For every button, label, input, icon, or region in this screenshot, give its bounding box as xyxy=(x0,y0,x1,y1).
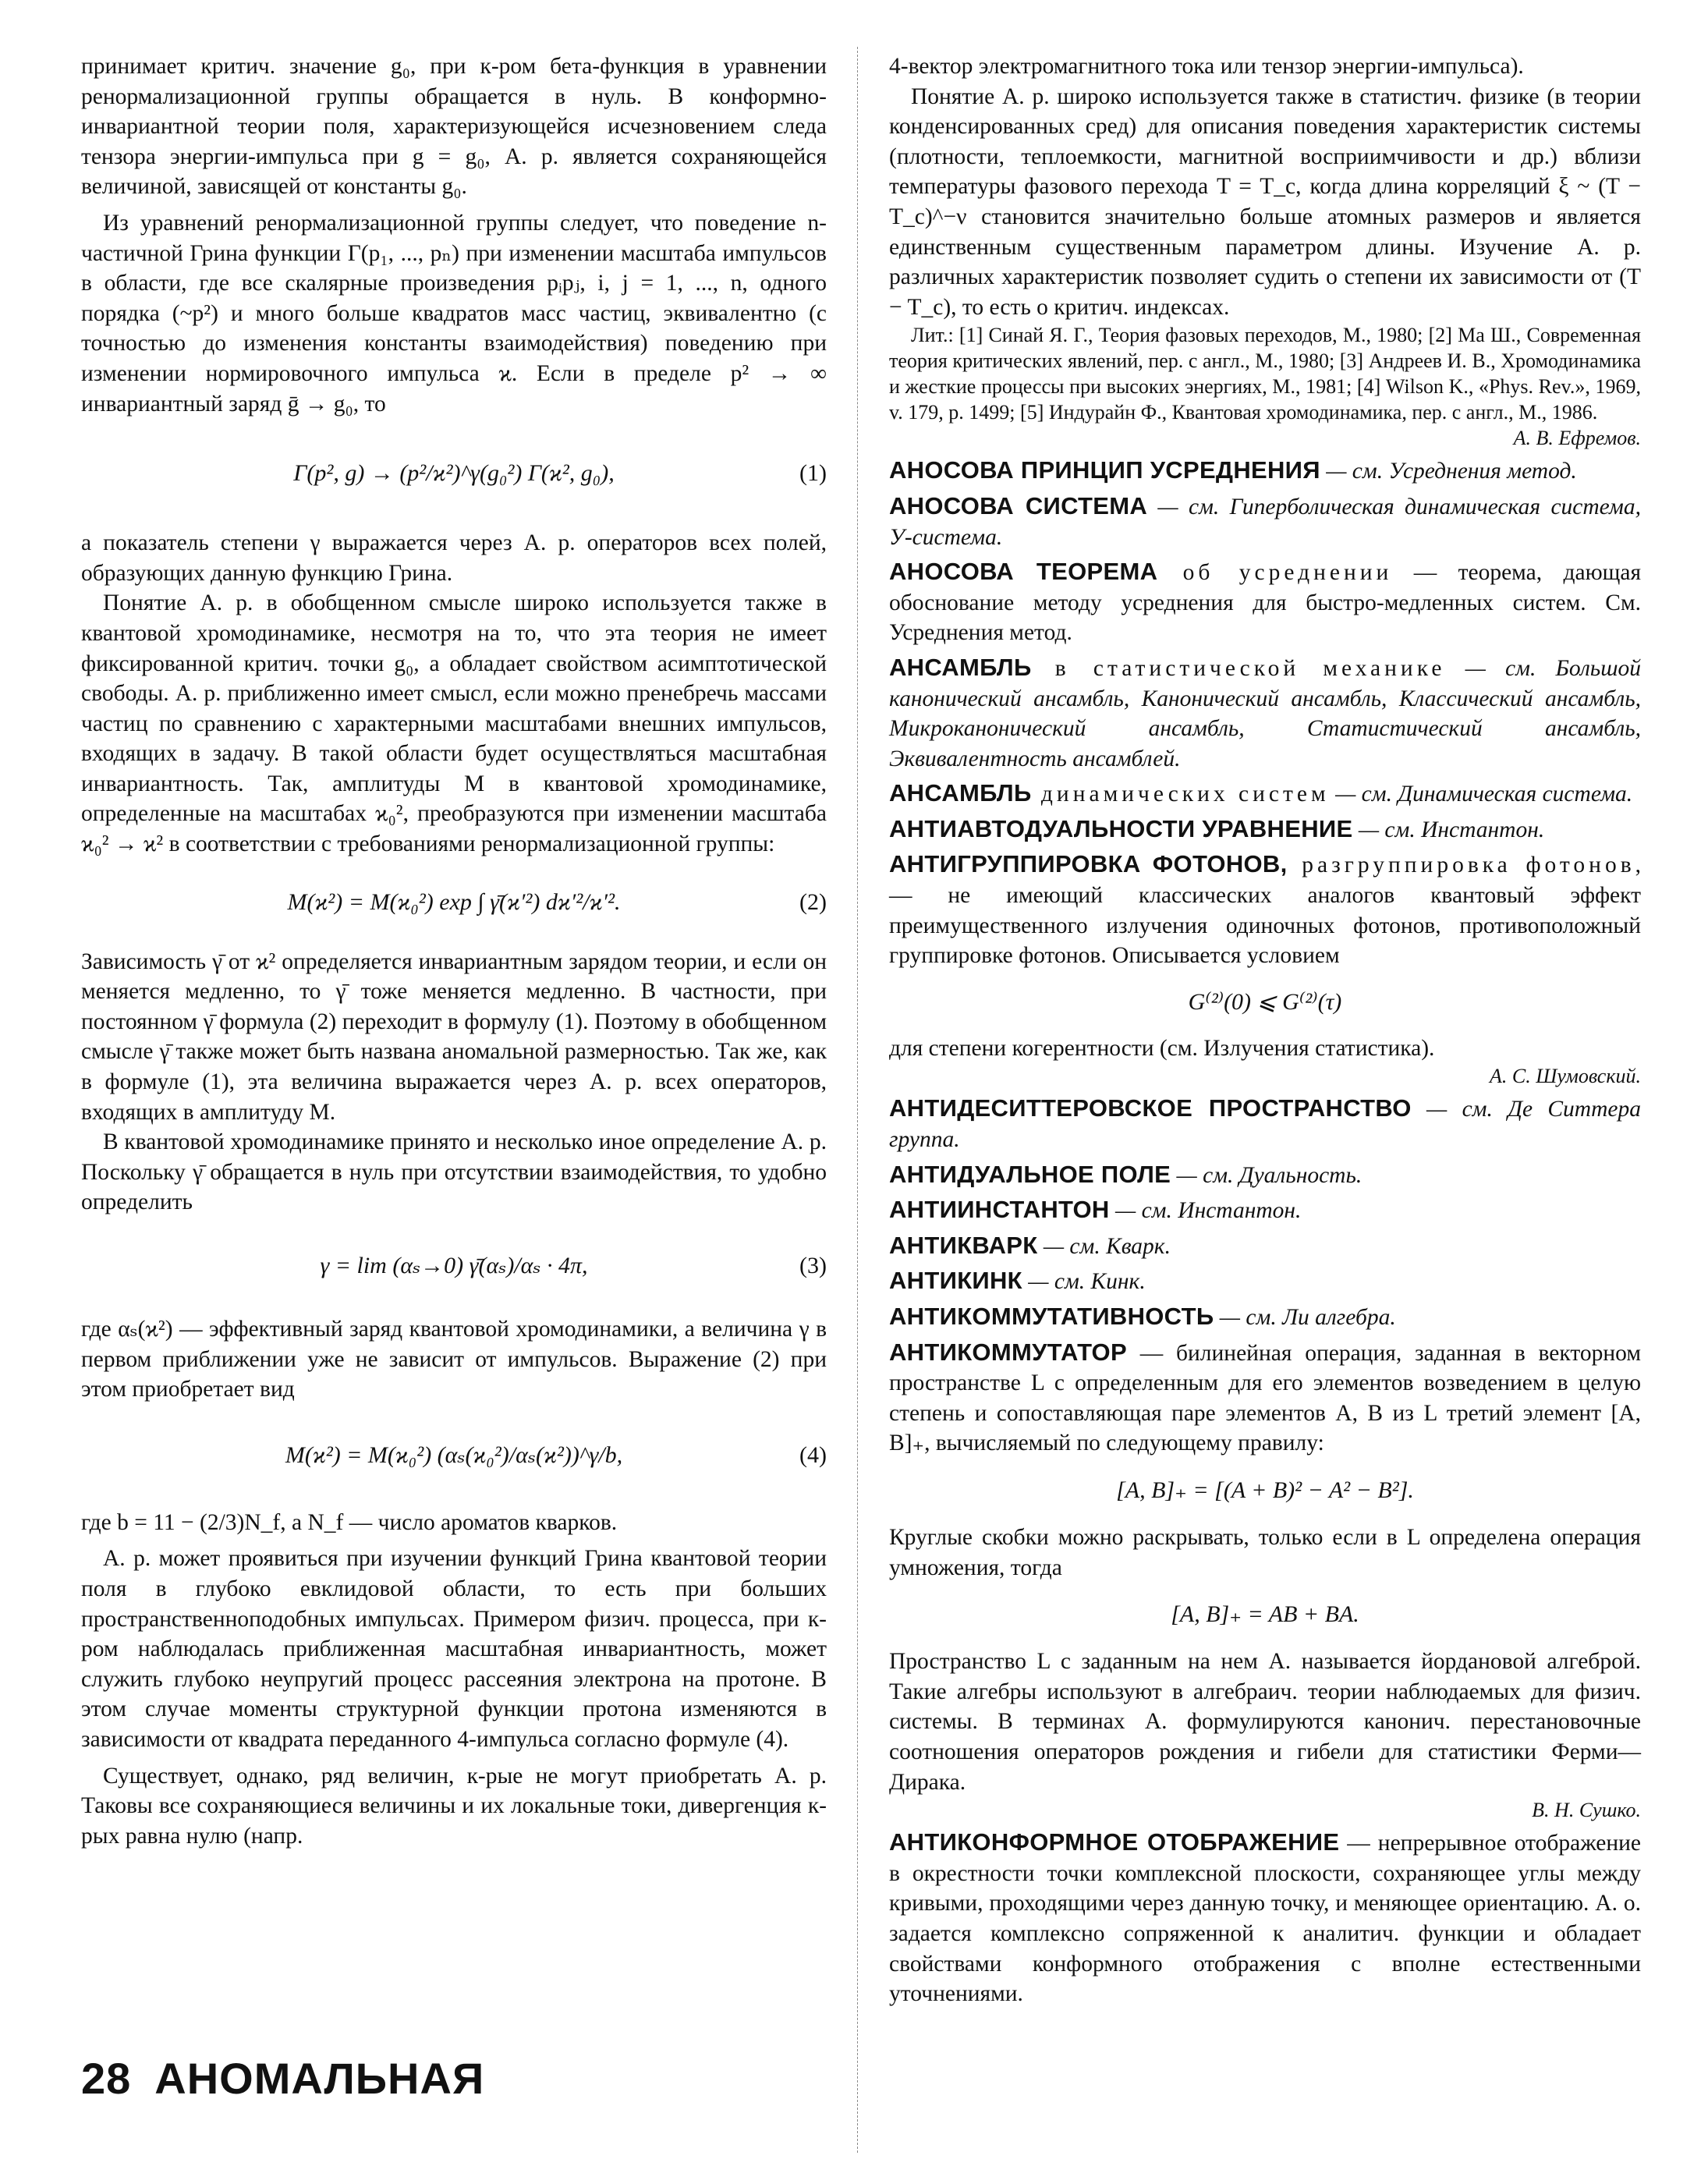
paragraph: Из уравнений ренормализационной группы следует, что поведение n-частичной Грина функции Γ(p₁, ..., pₙ) при изменении масштаба импульсов в области, где все скалярные произведения pᵢpⱼ, i, j = 1, ..., n, одного порядка (~p²) и много больше квадратов масс частиц, эквивалентно (с точностью до изменения константы взаимодействия) поведению при изменении нормировочного импульса ϰ. Если в пределе p² → ∞ инвариантный заряд ḡ → g₀, то xyxy=(81,210,827,417)
entry-text: — см. Большой канонический ансамбль, Канонический ансамбль, Классический ансамбль, Микроканонический ансамбль, Статистический ансамбль, Эквивалентность ансамблей. xyxy=(889,655,1642,771)
entry-text: — см. Дуальность. xyxy=(1171,1162,1363,1188)
entry-antiinstanton xyxy=(889,1195,1641,1226)
equation-text: M(ϰ²) = M(ϰ₀²) exp ∫ γ̄(ϰ′²) dϰ′²/ϰ′². xyxy=(287,889,621,916)
entry-heading: АНТИКОММУТАТИВНОСТЬ xyxy=(889,1303,1214,1330)
entry-heading: АНТИАВТОДУАЛЬНОСТИ УРАВНЕНИЕ xyxy=(889,814,1353,842)
equation-number: (3) xyxy=(799,1252,827,1278)
paragraph: Зависимость γ̄ от ϰ² определяется инвариантным зарядом теории, и если он меняется медленно, то γ̄ тоже меняется медленно. В частности, при постоянном γ̄ формула (2) переходит в формулу (1). Поэтому в обобщенном смысле γ̄ также может быть названа аномальной размерностью. Так же, как в формуле (1), эта величина выражается через А. р. всех операторов, входящих в амплитуду M. xyxy=(81,948,827,1125)
paragraph: В квантовой хромодинамике принято и несколько иное определение А. р. Поскольку γ̄ обращается в нуль при отсутствии взаимодействия, то удобно определить xyxy=(81,1129,827,1215)
references: Лит.: [1] Синай Я. Г., Теория фазовых переходов, М., 1980; [2] Ма Ш., Современная теория критических явлений, пер. с англ., М., 1980; [3] Андреев И. В., Хромодинамика и жесткие процессы при высоких энергиях, М., 1981; [4] Wilson K., «Phys. Rev.», 1969, v. 179, p. 1499; [5] Индурайн Ф., Квантовая хромодинамика, пер. с англ., М., 1986. xyxy=(889,324,1641,424)
author-signature: В. Н. Сушко. xyxy=(1532,1799,1641,1822)
equation-3 xyxy=(81,1225,827,1306)
equation-number: (2) xyxy=(799,889,827,916)
paragraph: Понятие А. р. широко используется также в статистич. физике (в теории конденсированных сред) для описания поведения характеристик системы (плотности, теплоемкости, магнитной восприимчивости и др.) вблизи температуры фазового перехода T = T_c, когда длина корреляций ξ ~ (T − T_c)^−ν становится значительно больше атомных размеров и является единственным существенным параметром длины. Изучение А. р. различных характеристик позволяет судить о степени их зависимости от (T − T_c), то есть о критич. индексах. xyxy=(889,83,1641,320)
entry-text: — непрерывное отображение в окрестности точки комплексной плоскости, сохраняющее углы между кривыми, проходящими через данную точку, и меняющее ориентацию. А. о. задается комплексно сопряженной к аналитич. функции и обладает свойствами конформного отображения с вполне естественными уточнениями. xyxy=(889,1831,1641,2007)
paragraph: А. р. может проявиться при изучении функций Грина квантовой теории поля в глубоко евклидовой области, то есть при больших пространственноподобных импульсах. Примером физич. процесса, при к-ром наблюдалась приближенная масштабная инвариантность, может служить глубоко неупругий процесс рассеяния электрона на протоне. В этом случае моменты структурной функции протона изменяются в зависимости от квадрата переданного 4-импульса согласно формуле (4). xyxy=(81,1546,827,1752)
paragraph: Существует, однако, ряд величин, к-рые не могут приобретать А. р. Таковы все сохраняющиеся величины и их локальные токи, дивергенция к-рых равна нулю (напр. xyxy=(81,1763,827,1849)
entry-heading: АНТИДУАЛЬНОЕ ПОЛЕ xyxy=(889,1160,1171,1188)
entry-text: — см. Гиперболическая динамическая система, У-система. xyxy=(889,494,1641,550)
entry-anticonformal xyxy=(889,1828,1641,2009)
equation-antibunching xyxy=(889,979,1641,1026)
entry-text: — теорема, дающая обоснование методу усреднения для быстро-медленных систем. См. Усреднения метод. xyxy=(889,560,1642,646)
entry-heading: АНТИКОММУТАТОР xyxy=(889,1338,1127,1366)
equation-4 xyxy=(81,1413,827,1500)
entry-antiautoduality xyxy=(889,814,1641,846)
entry-heading: АНОСОВА ТЕОРЕМА xyxy=(889,558,1158,586)
entry-text: — см. Ли алгебра. xyxy=(1214,1305,1396,1330)
equation-number: (1) xyxy=(799,459,827,486)
paragraph: для степени когерентности (см. Излучения статистика). xyxy=(889,1035,1435,1061)
entry-heading: АНОСОВА ПРИНЦИП УСРЕДНЕНИЯ xyxy=(889,456,1320,484)
equation-text: [A, B]₊ = [(A + B)² − A² − B²]. xyxy=(1116,1477,1414,1503)
column-divider xyxy=(857,47,858,2153)
paragraph: принимает критич. значение g₀, при к-ром бета-функция в уравнении ренормализационной группы обращается в нуль. В конформно-инвариантной теории поля, характеризующейся исчезновением следа тензора энергии-импульса при g = g₀, А. р. является сохраняющейся величиной, зависящей от константы g₀. xyxy=(81,54,827,200)
entry-text: — см. Динамическая система. xyxy=(1329,782,1633,807)
entry-heading: АНСАМБЛЬ xyxy=(889,779,1032,807)
entry-heading: АНОСОВА СИСТЕМА xyxy=(889,491,1148,519)
paragraph: где αₛ(ϰ²) — эффективный заряд квантовой хромодинамики, а величина γ в первом приближении уже не зависит от импульсов. Выражение (2) при этом приобретает вид xyxy=(81,1317,827,1402)
entry-antibunching xyxy=(889,849,1641,970)
entry-anosova-system xyxy=(889,491,1641,552)
entry-text: — см. Инстантон. xyxy=(1352,817,1545,842)
entry-anticommutativity xyxy=(889,1302,1641,1333)
entry-heading: АНСАМБЛЬ xyxy=(889,653,1032,681)
author-signature: А. С. Шумовский. xyxy=(1490,1065,1641,1088)
entry-heading: АНТИГРУППИРОВКА ФОТОНОВ, xyxy=(889,850,1288,878)
entry-antikink xyxy=(889,1266,1641,1297)
entry-text: — см. Усреднения метод. xyxy=(1320,459,1577,484)
entry-heading: АНТИКИНК xyxy=(889,1267,1022,1295)
paragraph: Круглые скобки можно раскрывать, только если в L определена операция умножения, тогда xyxy=(889,1524,1641,1580)
paragraph: 4-вектор электромагнитного тока или тензор энергии-импульса). xyxy=(889,54,1524,79)
equation-text: G⁽²⁾(0) ⩽ G⁽²⁾(τ) xyxy=(1188,988,1342,1015)
entry-heading: АНТИДЕСИТТЕРОВСКОЕ ПРОСТРАНСТВО xyxy=(889,1094,1412,1122)
entry-text: — см. Кинк. xyxy=(1022,1269,1146,1295)
entry-anticommutator xyxy=(889,1338,1641,1459)
entry-text: — билинейная операция, заданная в векторном пространстве L с определенным для его элементов возведением в целую степень и сопоставляющая паре элементов A, B из L третий элемент [A, B]₊, вычисляемый по следующему правилу: xyxy=(889,1340,1641,1456)
equation-anticommutator-2 xyxy=(889,1590,1641,1639)
paragraph: где b = 11 − (2/3)N_f, а N_f — число ароматов кварков. xyxy=(81,1509,618,1535)
entry-subheading: разгруппировка фотонов xyxy=(1287,853,1635,878)
running-head: АНОМАЛЬНАЯ xyxy=(154,2054,485,2103)
paragraph: Понятие А. р. в обобщенном смысле широко используется также в квантовой хромодинамике, несмотря на то, что эта теория не имеет фиксированной критич. точки g₀, а обладает свойством асимптотической свободы. А. р. приближенно имеет смысл, если можно пренебречь массами частиц по сравнению с характерными масштабами внешних импульсов, входящих в задачу. В такой области будет осуществляться масштабная инвариантность. Так, амплитуды M в квантовой хромодинамике, определенные на масштабах ϰ₀², преобразуются при изменении масштаба ϰ₀² → ϰ² в соответствии с требованиями ренормализационной группы: xyxy=(81,590,827,857)
entry-heading: АНТИКОНФОРМНОЕ ОТОБРАЖЕНИЕ xyxy=(889,1828,1340,1856)
entry-subheading: динамических систем xyxy=(1031,782,1330,807)
paragraph: Пространство L с заданным на нем А. называется йордановой алгеброй. Такие алгебры используют в алгебраич. теории наблюдаемых для физич. системы. В терминах А. формулируются канонич. перестановочные соотношения операторов рождения и гибели для статистики Ферми—Дирака. xyxy=(889,1649,1641,1795)
page-footer xyxy=(81,2053,484,2104)
entry-anosova-theorem xyxy=(889,557,1641,648)
entry-subheading: об усреднении xyxy=(1157,560,1393,586)
entry-antidesitter xyxy=(889,1094,1641,1154)
entry-text: — см. Де Ситтера группа. xyxy=(889,1097,1641,1153)
entry-heading: АНТИИНСТАНТОН xyxy=(889,1196,1110,1224)
entry-heading: АНТИКВАРК xyxy=(889,1231,1038,1259)
entry-text: , — не имеющий классических аналогов квантовый эффект преимущественного излучения одиночных фотонов, противоположный группировке фотонов. Описывается условием xyxy=(889,853,1642,969)
equation-text: Γ(p², g) → (p²/ϰ²)^γ(g₀²) Γ(ϰ², g₀), xyxy=(293,459,615,486)
equation-text: γ = lim (αₛ→0) γ̄(αₛ)/αₛ · 4π, xyxy=(320,1252,588,1278)
equation-anticommutator-1 xyxy=(889,1466,1641,1515)
entry-text: — см. Инстантон. xyxy=(1109,1198,1302,1224)
equation-2 xyxy=(81,867,827,939)
left-column xyxy=(81,51,827,1851)
equation-1 xyxy=(81,427,827,520)
equation-number: (4) xyxy=(799,1442,827,1469)
page-number: 28 xyxy=(81,2054,132,2103)
entry-antiquark xyxy=(889,1231,1641,1262)
equation-text: M(ϰ²) = M(ϰ₀²) (αₛ(ϰ₀²)/αₛ(ϰ²))^γ/b, xyxy=(285,1442,623,1469)
author-signature: А. В. Ефремов. xyxy=(1513,427,1641,450)
entry-anosova-averaging xyxy=(889,456,1641,487)
entry-antidual-field xyxy=(889,1160,1641,1191)
paragraph: а показатель степени γ выражается через А. р. операторов всех полей, образующих данную функцию Грина. xyxy=(81,530,827,586)
entry-ensemble-dyn xyxy=(889,778,1641,810)
equation-text: [A, B]₊ = AB + BA. xyxy=(1171,1601,1359,1627)
entry-ensemble-stat xyxy=(889,653,1641,774)
right-column xyxy=(889,51,1641,2009)
entry-text: — см. Кварк. xyxy=(1037,1233,1171,1259)
entry-subheading: в статистической механике xyxy=(1031,655,1446,681)
